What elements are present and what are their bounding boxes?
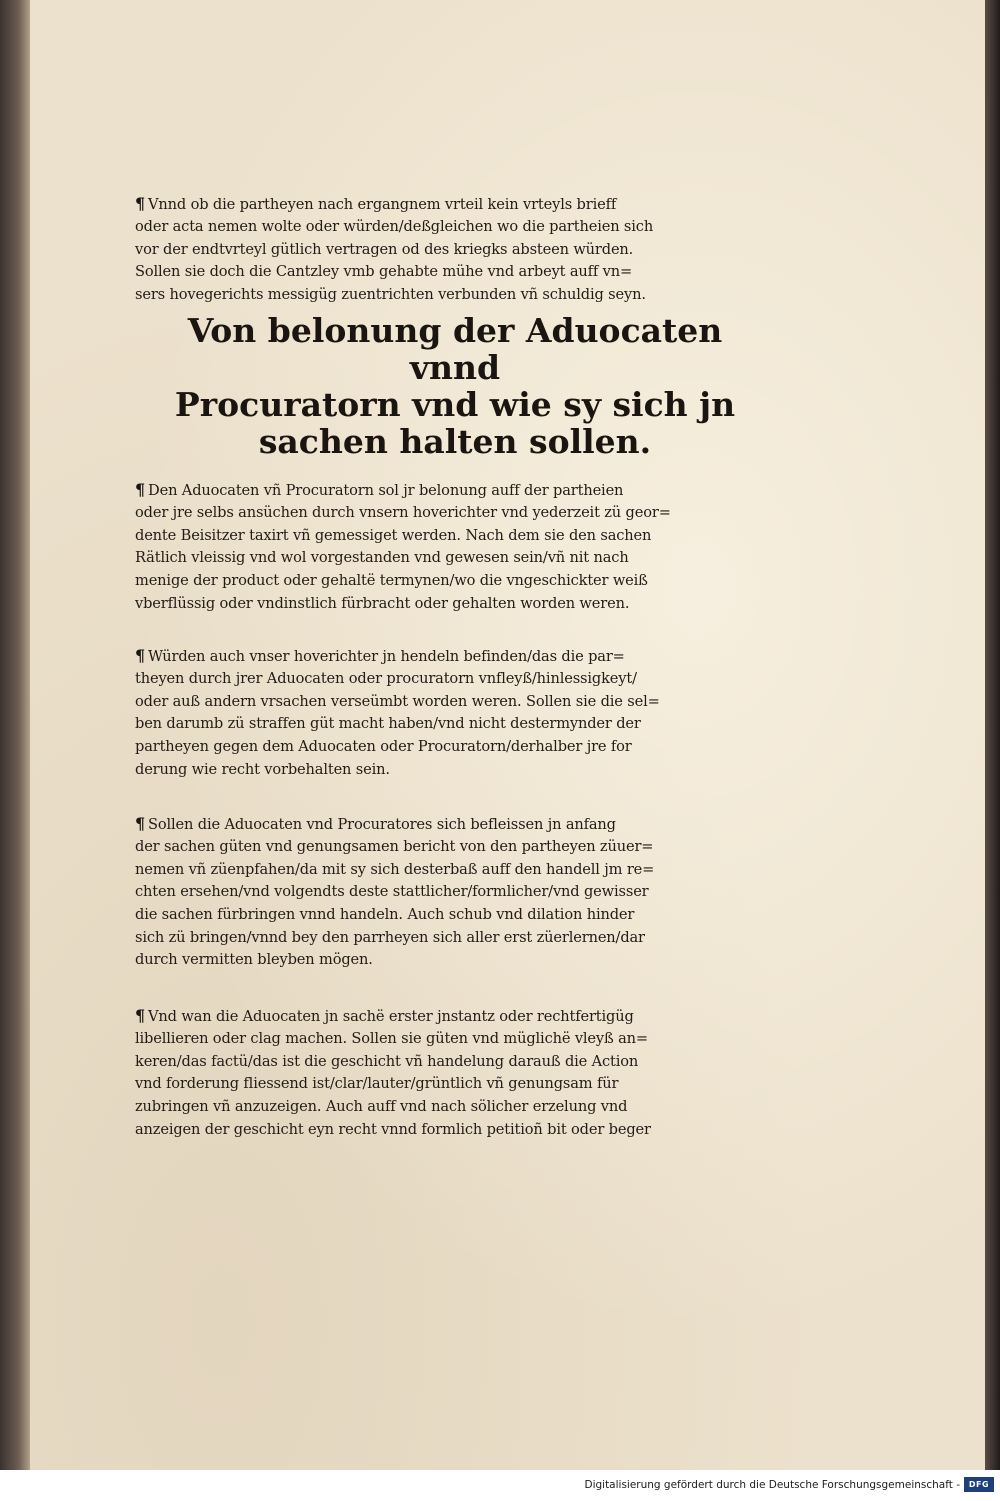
paragraph-1 <box>135 170 775 307</box>
book-gutter <box>0 0 34 1470</box>
paragraph-text: Vnd wan die Aduocaten jn sachë erster jnstantz oder rechtfertigüg libellieren oder clag machen. Sollen sie güten vnd müglichë vleyß an= keren/das factü/das ist die geschicht vñ handelung darauß die Action vnd forderung fliessend ist/clar/lauter/grüntlich vñ genungsam für zubringen vñ anzuzeigen. Auch auff vnd nach sölicher erzelung vnd anzeigen der geschicht eyn recht vnnd formlich petitioñ bit oder beger <box>135 1007 651 1138</box>
paragraph-mark-icon: ¶ <box>135 813 146 833</box>
section-heading: Von belonung der Aduocaten vnnd Procuratorn vnd wie sy sich jn sachen halten sollen. <box>174 311 736 461</box>
paragraph-2 <box>135 456 775 615</box>
paragraph-mark-icon: ¶ <box>135 193 146 213</box>
dfg-logo-icon: DFG <box>964 1477 994 1492</box>
footer-bar <box>0 1470 1000 1501</box>
paragraph-mark-icon: ¶ <box>135 645 146 665</box>
paragraph-text: Würden auch vnser hoverichter jn hendeln befinden/das die par= theyen durch jrer Aduocaten oder procuratorn vnfleyß/hinlessigkeyt/ oder auß andern vrsachen verseümbt worden weren. Sollen sie die sel= ben darumb zü straffen güt macht haben/vnd nicht destermynder der partheyen gegen dem Aduocaten oder Procuratorn/derhalber jre for derung wie recht vorbehalten sein. <box>135 647 660 778</box>
page-edge-shadow <box>985 0 1000 1470</box>
paragraph-text: Sollen die Aduocaten vnd Procuratores sich befleissen jn anfang der sachen güten vnd genungsamen bericht von den partheyen züuer= nemen vñ züenpfahen/da mit sy sich desterbaß auff den handell jm re= chten ersehen/vnd volgendts deste stattlicher/formlicher/vnd gewisser die sachen fürbringen vnnd handeln. Auch schub vnd dilation hinder sich zü bringen/vnnd bey den parrheyen sich aller erst züerlernen/dar durch vermitten bleyben mögen. <box>135 815 655 969</box>
paragraph-mark-icon: ¶ <box>135 1005 146 1025</box>
footer-credit: Digitalisierung gefördert durch die Deutsche Forschungsgemeinschaft - <box>584 1479 960 1491</box>
paragraph-text: Vnnd ob die partheyen nach ergangnem vrteil kein vrteyls brieff oder acta nemen wolte oder würden/deßgleichen wo die partheien sich vor der endtvrteyl gütlich vertragen od des kriegks absteen würden. Sollen sie doch die Cantzley vmb gehabte mühe vnd arbeyt auff vn= sers hovegerichts messigüg zuentrichten verbunden vñ schuldig seyn. <box>135 195 654 303</box>
paragraph-mark-icon: ¶ <box>135 479 146 499</box>
paragraph-3 <box>135 622 775 781</box>
paragraph-text: Den Aduocaten vñ Procuratorn sol jr belonung auff der partheien oder jre selbs ansüchen durch vnsern hoverichter vnd yederzeit zü geor= dente Beisitzer taxirt vñ gemessiget werden. Nach dem sie den sachen Rätlich vleissig vnd wol vorgestanden vnd gewesen sein/vñ nit nach menige der product oder gehaltë termynen/wo die vngeschickter weiß vberflüssig oder vndinstlich fürbracht oder gehalten worden weren. <box>135 481 671 612</box>
paragraph-5 <box>135 982 775 1141</box>
paragraph-4 <box>135 790 775 972</box>
